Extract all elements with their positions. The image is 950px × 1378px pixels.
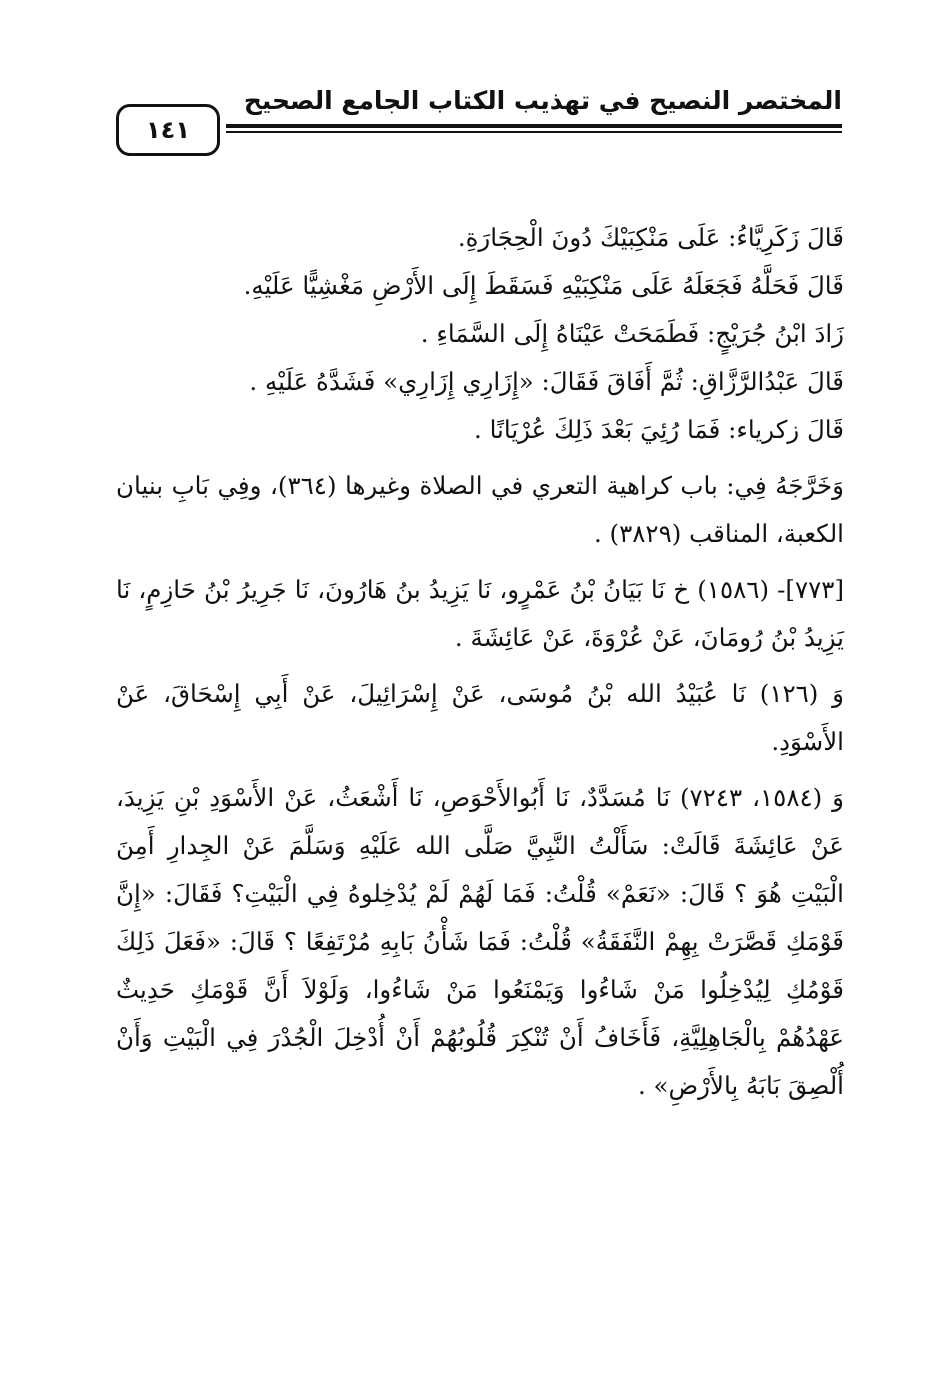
header-rule-thin <box>226 131 842 133</box>
paragraph-3 <box>116 310 844 358</box>
main-text <box>116 214 844 1118</box>
paragraph-text: زَادَ ابْنُ جُرَيْجٍ: فَطَمَحَتْ عَيْنَاهُ إِلَى السَّمَاءِ . <box>420 319 844 348</box>
paragraph-6 <box>116 462 844 558</box>
paragraph-text: قَالَ زكرياء: فَمَا رُئِيَ بَعْدَ ذَلِكَ عُرْيَانًا . <box>474 415 844 444</box>
paragraph-text: وَ (١٢٦) نَا عُبَيْدُ الله بْنُ مُوسَى، عَنْ إِسْرَائِيلَ، عَنْ أَبِي إِسْحَاقَ، عَنْ الأَسْوَدِ. <box>116 679 844 756</box>
paragraph-text: قَالَ زَكَرِيَّاءُ: عَلَى مَنْكِبَيْكَ دُونَ الْحِجَارَةِ. <box>457 223 844 252</box>
paragraph-5 <box>116 406 844 454</box>
paragraph-text: وَخَرَّجَهُ فِي: باب كراهية التعري في الصلاة وغيرها (٣٦٤)، وفِي بَابِ بنيان الكعبة، المناقب (٣٨٢٩) . <box>116 471 845 548</box>
paragraph-4 <box>116 358 844 406</box>
paragraph-9 <box>116 774 844 1110</box>
paragraph-2 <box>116 262 844 310</box>
paragraph-text: قَالَ فَحَلَّهُ فَجَعَلَهُ عَلَى مَنْكِبَيْهِ فَسَقَطَ إِلَى الأَرْضِ مَغْشِيًّا عَلَيْهِ. <box>243 271 844 300</box>
paragraph-8 <box>116 670 844 766</box>
paragraph-text: قَالَ عَبْدُالرَّزَّاقِ: ثُمَّ أَفَاقَ فَقَالَ: «إِزَارِي إِزَارِي» فَشَدَّهُ عَلَيْهِ . <box>249 367 844 396</box>
page-number-box <box>116 104 220 156</box>
page-number: ١٤١ <box>146 116 190 144</box>
running-header-title: المختصر النصيح في تهذيب الكتاب الجامع الصحيح <box>243 86 842 115</box>
paragraph-7 <box>116 566 844 662</box>
paragraph-1 <box>116 214 844 262</box>
header-rule-thick <box>226 124 842 128</box>
paragraph-text: [٧٧٣]- (١٥٨٦) خ نَا بَيَانُ بْنُ عَمْرٍو، نَا يَزِيدُ بنُ هَارُونَ، نَا جَرِيرُ بْنُ حَازِمٍ، نَا يَزِيدُ بْنُ رُومَانَ، عَنْ عُرْوَةَ، عَنْ عَائِشَةَ . <box>116 575 844 652</box>
paragraph-text: وَ (١٥٨٤، ٧٢٤٣) نَا مُسَدَّدٌ، نَا أَبُوالأَحْوَصِ، نَا أَشْعَثُ، عَنْ الأَسْوَدِ بْنِ يَزِيدَ، عَنْ عَائِشَةَ قَالَتْ: سَأَلْتُ النَّبِيَّ صَلَّى الله عَلَيْهِ وَسَلَّمَ عَنْ الجِدارِ أَمِنَ الْبَيْتِ هُوَ ؟ قَالَ: «نَعَمْ» قُلْتُ: فَمَا لَهُمْ لَمْ يُدْخِلوهُ فِي الْبَيْتِ؟ فَقَالَ: «إِنَّ قَوْمَكِ قَصَّرَتْ بِهِمْ النَّفَقَةُ» قُلْتُ: فَمَا شَأْنُ بَابِهِ مُرْتَفِعًا ؟ قَالَ: «فَعَلَ ذَلِكَ قَوْمُكِ لِيُدْخِلُوا مَنْ شَاءُوا وَيَمْنَعُوا مَنْ شَاءُوا، وَلَوْلاَ أَنَّ قَوْمَكِ حَدِيثٌ عَهْدُهُمْ بِالْجَاهِلِيَّةِ، فَأَخَافُ أَنْ تُنْكِرَ قُلُوبُهُمْ أَنْ أُدْخِلَ الْجُدْرَ فِي الْبَيْتِ وَأَنْ أُلْصِقَ بَابَهُ بِالأَرْضِ» . <box>116 783 844 1100</box>
